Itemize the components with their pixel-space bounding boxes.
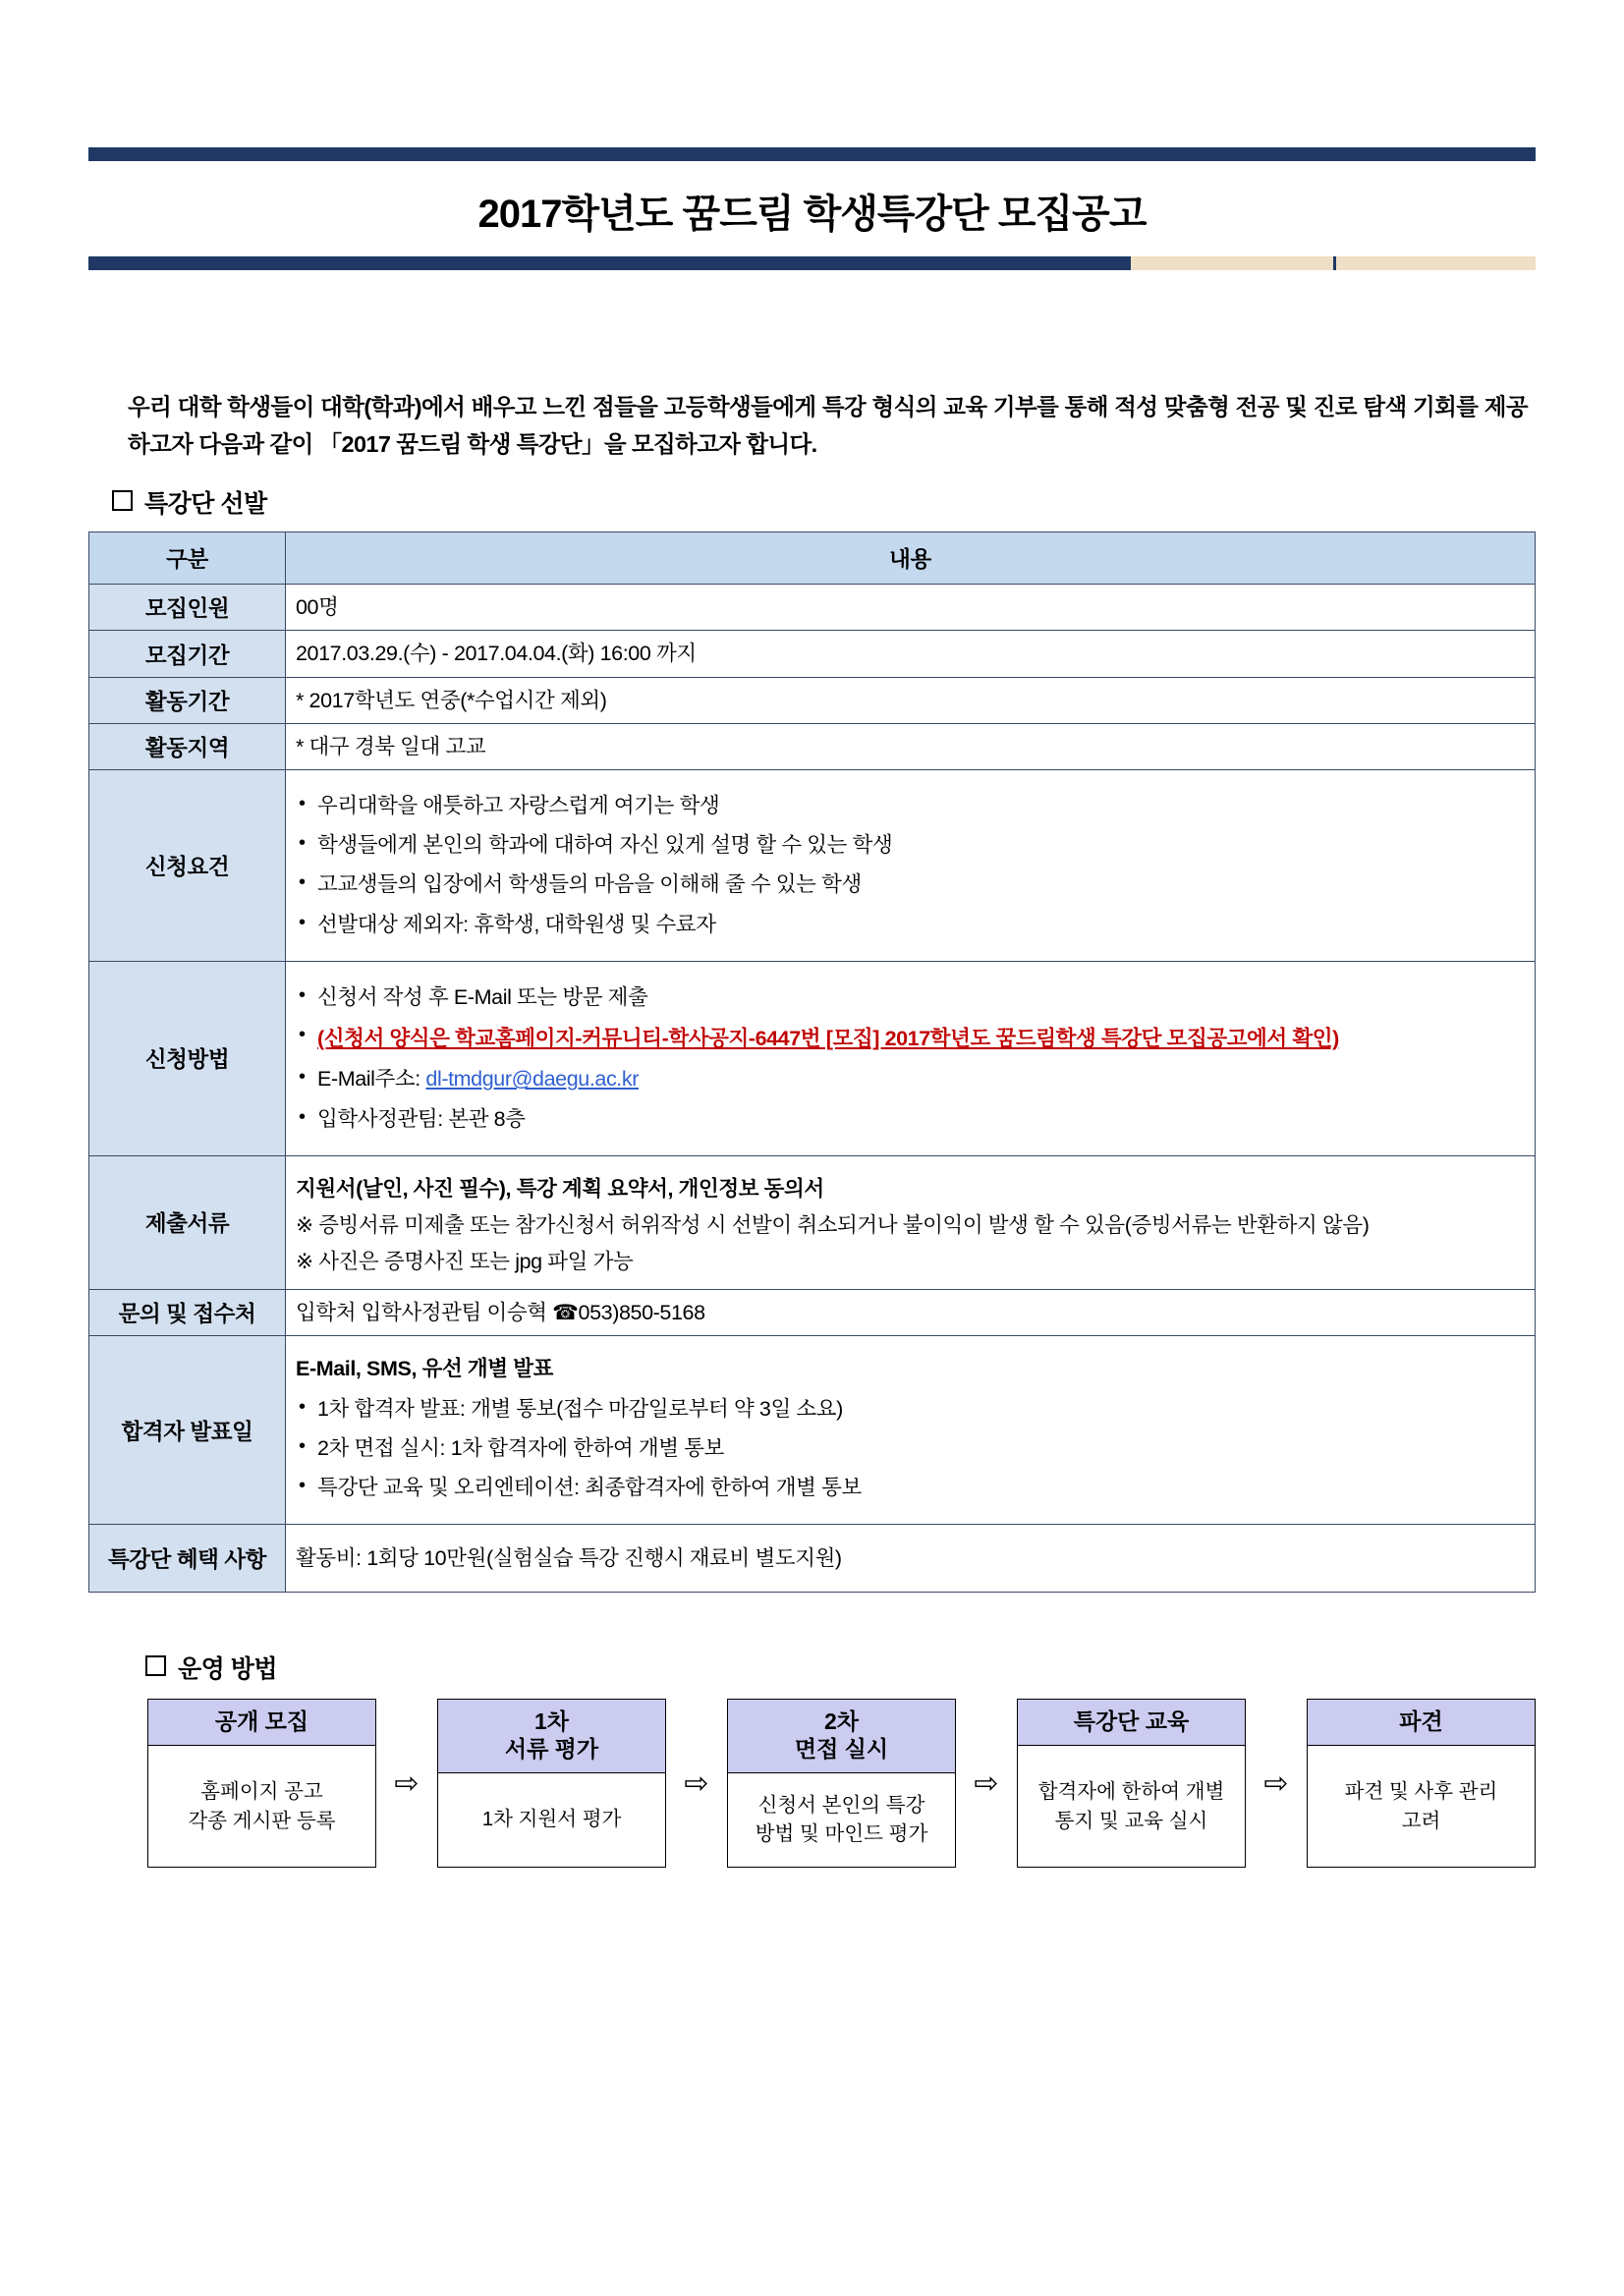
requirements-list	[296, 791, 1525, 940]
list-item-email	[296, 1064, 1525, 1094]
rule-segment-cream	[1131, 256, 1333, 270]
selection-table	[88, 532, 1536, 1593]
announcement-lead: E-Mail, SMS, 유선 개별 발표	[296, 1357, 553, 1381]
flow-step-title-line: 2차	[823, 1708, 859, 1735]
flow-step-body-line: 방법 및 마인드 평가	[755, 1822, 928, 1846]
flow-step-title: 공개 모집	[148, 1700, 375, 1746]
flow-step-document-review	[437, 1699, 666, 1868]
intro-paragraph: 우리 대학 학생들이 대학(학과)에서 배우고 느낀 점들을 고등학생들에게 특강 형식의 교육 기부를 통해 적성 맞춤형 전공 및 진로 탐색 기회를 제공하고자 다음과 같이 「2017 꿈드림 학생 특강단」을 모집하고자 합니다.	[128, 394, 1528, 458]
flow-step-body-line: 통지 및 교육 실시	[1054, 1809, 1208, 1832]
rule-segment-cream-end	[1336, 256, 1536, 270]
column-header-content: 내용	[286, 532, 1536, 585]
row-label-activity-period: 활동기간	[89, 677, 286, 723]
row-label-benefits: 특강단 혜택 사항	[89, 1525, 286, 1593]
row-value-contact: 입학처 입학사정관팀 이승혁 ☎053)850-5168	[286, 1290, 1536, 1336]
flow-step-body	[1308, 1746, 1535, 1867]
flow-step-body	[438, 1773, 665, 1867]
table-row-activity-period	[89, 677, 1536, 723]
row-value-recruit-period: 2017.03.29.(수) - 2017.04.04.(화) 16:00 까지	[286, 631, 1536, 677]
row-label-contact: 문의 및 접수처	[89, 1290, 286, 1336]
flow-step-training	[1017, 1699, 1246, 1868]
flow-step-title-line: 1차	[533, 1708, 569, 1735]
flow-step-body-line: 고려	[1401, 1809, 1441, 1832]
list-item: • 학생들에게 본인의 학과에 대하여 자신 있게 설명 할 수 있는 학생	[296, 830, 1525, 861]
email-label: E-Mail주소:	[317, 1067, 426, 1092]
list-item: • 고교생들의 입장에서 학생들의 마음을 이해해 줄 수 있는 학생	[296, 869, 1525, 900]
list-item: • 신청서 작성 후 E-Mail 또는 방문 제출	[296, 982, 1525, 1013]
list-item: • 선발대상 제외자: 휴학생, 대학원생 및 수료자	[296, 910, 1525, 940]
row-label-recruit-count: 모집인원	[89, 585, 286, 631]
documents-line-1: 지원서(날인, 사진 필수), 특강 계획 요약서, 개인정보 동의서	[296, 1176, 824, 1201]
flow-step-title	[728, 1700, 955, 1772]
flow-step-dispatch	[1307, 1699, 1536, 1868]
row-value-how-to-apply	[286, 961, 1536, 1155]
title-bottom-rule	[88, 256, 1536, 270]
documents-line-3: ※ 사진은 증명사진 또는 jpg 파일 가능	[296, 1250, 634, 1274]
section-heading-operation	[145, 1650, 1536, 1685]
flow-step-body	[148, 1746, 375, 1867]
flow-arrow-icon: ⇨	[974, 1766, 999, 1800]
list-item: • 2차 면접 실시: 1차 합격자에 한하여 개별 통보	[296, 1433, 1525, 1464]
row-value-requirements	[286, 770, 1536, 962]
flow-step-interview	[727, 1699, 956, 1868]
title-block	[88, 147, 1536, 270]
table-row-recruit-period	[89, 631, 1536, 677]
list-item-highlight	[296, 1022, 1525, 1055]
flow-step-title: 특강단 교육	[1018, 1700, 1245, 1746]
row-label-requirements: 신청요건	[89, 770, 286, 962]
row-label-how-to-apply: 신청방법	[89, 961, 286, 1155]
list-item: • 1차 합격자 발표: 개별 통보(접수 마감일로부터 약 3일 소요)	[296, 1394, 1525, 1425]
table-row-benefits	[89, 1525, 1536, 1593]
row-value-recruit-count: 00명	[286, 585, 1536, 631]
flow-step-title	[438, 1700, 665, 1772]
title-top-rule	[88, 147, 1536, 161]
flow-step-body	[1018, 1746, 1245, 1867]
how-to-apply-list	[296, 982, 1525, 1135]
flow-step-body-line: 파견 및 사후 관리	[1344, 1779, 1498, 1803]
flow-step-body-line: 홈페이지 공고	[200, 1779, 323, 1803]
flow-step-body-line: 1차 지원서 평가	[481, 1808, 622, 1831]
row-value-benefits: 활동비: 1회당 10만원(실험실습 특강 진행시 재료비 별도지원)	[286, 1525, 1536, 1593]
flow-step-title-line: 면접 실시	[794, 1736, 889, 1763]
application-form-notice: (신청서 양식은 학교홈페이지-커뮤니티-학사공지-6447번 [모집] 2017학년도 꿈드림학생 특강단 모집공고에서 확인)	[317, 1026, 1339, 1050]
table-row-activity-area	[89, 723, 1536, 769]
row-value-announcement	[286, 1336, 1536, 1525]
flow-arrow-icon: ⇨	[684, 1766, 709, 1800]
list-item: • 우리대학을 애틋하고 자랑스럽게 여기는 학생	[296, 791, 1525, 821]
documents-line-2: ※ 증빙서류 미제출 또는 참가신청서 허위작성 시 선발이 취소되거나 불이익이 발생 할 수 있음(증빙서류는 반환하지 않음)	[296, 1212, 1370, 1237]
flow-step-body-line: 신청서 본인의 특강	[757, 1793, 925, 1817]
list-item: • 입학사정관팀: 본관 8층	[296, 1104, 1525, 1135]
table-row-requirements	[89, 770, 1536, 962]
flow-step-public-recruitment	[147, 1699, 376, 1868]
flow-step-body-line: 합격자에 한하여 개별	[1037, 1779, 1225, 1803]
section-heading-selection-label: 특강단 선발	[144, 490, 267, 519]
table-row-announcement	[89, 1336, 1536, 1525]
square-bullet-icon	[112, 490, 133, 511]
row-label-announcement: 합격자 발표일	[89, 1336, 286, 1525]
rule-segment-dark	[88, 256, 1131, 270]
flow-step-title-line: 서류 평가	[504, 1736, 599, 1763]
square-bullet-icon	[145, 1655, 166, 1676]
row-label-activity-area: 활동지역	[89, 723, 286, 769]
flow-step-body	[728, 1773, 955, 1867]
row-value-activity-period: * 2017학년도 연중(*수업시간 제외)	[286, 677, 1536, 723]
table-row-recruit-count	[89, 585, 1536, 631]
row-value-documents	[286, 1155, 1536, 1290]
row-label-recruit-period: 모집기간	[89, 631, 286, 677]
list-item: • 특강단 교육 및 오리엔테이션: 최종합격자에 한하여 개별 통보	[296, 1473, 1525, 1503]
page-title: 2017학년도 꿈드림 학생특강단 모집공고	[477, 193, 1147, 236]
email-address-link[interactable]: dl-tmdgur@daegu.ac.kr	[425, 1067, 639, 1092]
flow-step-title: 파견	[1308, 1700, 1535, 1746]
table-header-row	[89, 532, 1536, 585]
flow-step-body-line: 각종 게시판 등록	[188, 1809, 336, 1832]
section-heading-selection	[112, 484, 1536, 520]
section-heading-operation-label: 운영 방법	[178, 1655, 278, 1684]
row-label-documents: 제출서류	[89, 1155, 286, 1290]
flow-arrow-icon: ⇨	[1263, 1766, 1289, 1800]
table-row-how-to-apply	[89, 961, 1536, 1155]
announcement-list	[296, 1394, 1525, 1504]
operation-flow-diagram	[147, 1699, 1536, 1868]
flow-arrow-icon: ⇨	[394, 1766, 420, 1800]
column-header-category: 구분	[89, 532, 286, 585]
row-value-activity-area: * 대구 경북 일대 고교	[286, 723, 1536, 769]
table-row-documents	[89, 1155, 1536, 1290]
table-row-contact	[89, 1290, 1536, 1336]
